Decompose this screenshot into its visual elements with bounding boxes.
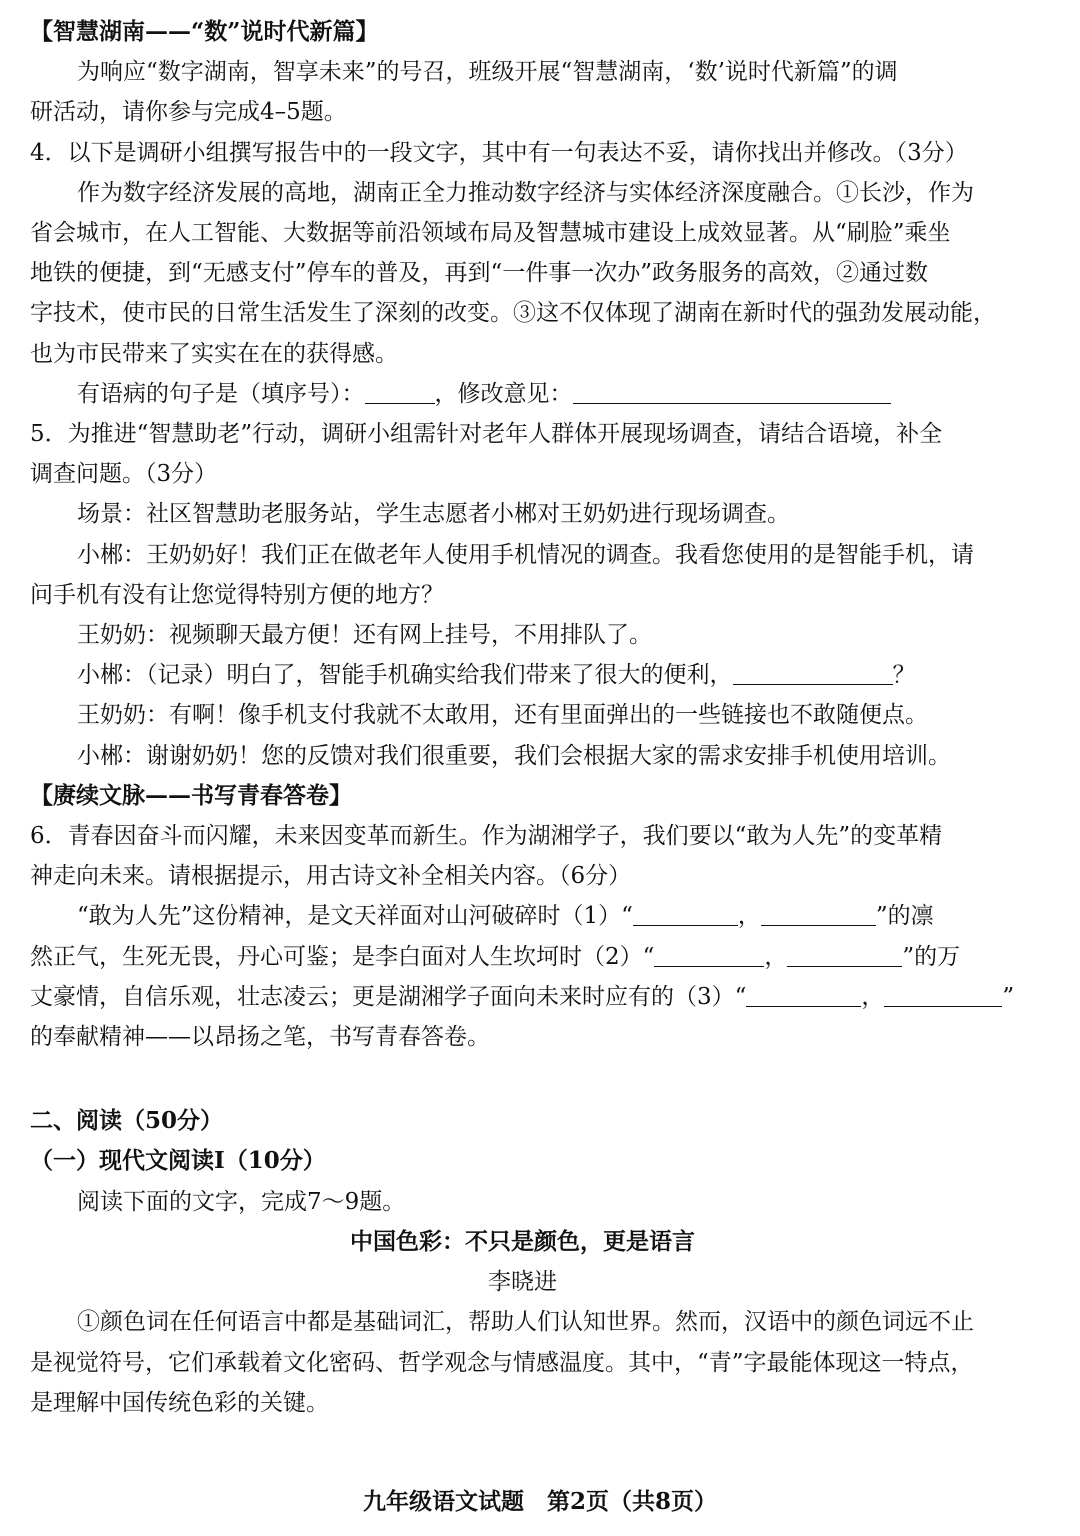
page-footer: 九年级语文试题 第2页（共8页） — [362, 1488, 717, 1515]
section-intro-line: 研活动，请你参与完成4–5题。 — [30, 99, 347, 126]
question-6-stem: 神走向未来。请根据提示，用古诗文补全相关内容。（6分） — [30, 863, 632, 890]
q6-blank-1b[interactable] — [761, 899, 876, 926]
q6-text: ， — [737, 903, 761, 930]
q6-text: ”的万 — [902, 943, 961, 970]
q5-dialogue-line — [30, 655, 1015, 695]
article-paragraph-line: ①颜色词在任何语言中都是基础词汇，帮助人们认知世界。然而，汉语中的颜色词远不止 — [77, 1309, 974, 1336]
q5-dialogue-line: 问手机有没有让您觉得特别方便的地方？ — [30, 581, 444, 608]
q6-text: 丈豪情，自信乐观，壮志凌云；更是湖湘学子面向未来时应有的（3）“ — [30, 983, 747, 1010]
article-title: 中国色彩：不只是颜色，更是语言 — [350, 1227, 695, 1255]
q6-fill-line — [30, 896, 1015, 936]
q6-blank-2b[interactable] — [787, 940, 902, 967]
q5-dialogue-suffix: ？ — [892, 662, 916, 689]
q4-revision-blank[interactable] — [573, 377, 891, 404]
q6-text: ”的凛 — [875, 903, 934, 930]
article-paragraph-line: 是视觉符号，它们承载着文化密码、哲学观念与情感温度。其中，“青”字最能体现这一特点， — [30, 1349, 974, 1376]
question-6-stem: 6．青春因奋斗而闪耀，未来因变革而新生。作为湖湘学子，我们要以“敢为人先”的变革精 — [30, 823, 943, 850]
q4-paragraph-line: 作为数字经济发展的高地，湖南正全力推动数字经济与实体经济深度融合。①长沙，作为 — [77, 179, 974, 206]
exam-page — [30, 12, 1015, 1423]
section-header-smart-hunan: 【智慧湖南——“数”说时代新篇】 — [30, 18, 379, 45]
q5-dialogue-prefix: 小郴：（记录）明白了，智能手机确实给我们带来了很大的便利， — [77, 662, 733, 689]
q6-blank-2a[interactable] — [654, 940, 764, 967]
q5-dialogue-line: 小郴：谢谢奶奶！您的反馈对我们很重要，我们会根据大家的需求安排手机使用培训。 — [77, 742, 951, 769]
section-header-culture: 【赓续文脉——书写青春答卷】 — [30, 781, 352, 809]
q6-blank-3a[interactable] — [746, 980, 861, 1007]
q4-paragraph-line: 省会城市，在人工智能、大数据等前沿领域布局及智慧城市建设上成效显著。从“刷脸”乘坐 — [30, 220, 951, 247]
q5-dialogue-line: 小郴：王奶奶好！我们正在做老年人使用手机情况的调查。我看您使用的是智能手机，请 — [77, 541, 974, 568]
q4-paragraph-line: 也为市民带来了实实在在的获得感。 — [30, 340, 398, 367]
article-author: 李晓进 — [488, 1269, 557, 1296]
section-intro-line: 为响应“数字湖南，智享未来”的号召，班级开展“智慧湖南，‘数’说时代新篇”的调 — [77, 59, 898, 86]
reading-subsection-header: （一）现代文阅读Ⅰ（10分） — [30, 1147, 326, 1175]
q6-text: “敢为人先”这份精神，是文天祥面对山河破碎时（1）“ — [77, 903, 633, 930]
q4-paragraph-line: 字技术，使市民的日常生活发生了深刻的改变。③这不仅体现了湖南在新时代的强劲发展动能， — [30, 300, 996, 327]
q6-text: ， — [861, 983, 885, 1010]
q6-text: ” — [1002, 983, 1015, 1010]
q6-blank-3b[interactable] — [884, 980, 1002, 1007]
q6-blank-1a[interactable] — [633, 899, 738, 926]
question-5-stem: 5．为推进“智慧助老”行动，调研小组需针对老年人群体开展现场调查，请结合语境，补全 — [30, 421, 943, 448]
q4-answer-line — [30, 374, 1015, 414]
q5-dialogue-line: 王奶奶：有啊！像手机支付我就不太敢用，还有里面弹出的一些链接也不敢随便点。 — [77, 702, 928, 729]
q6-fill-line — [30, 937, 1015, 977]
reading-instruction: 阅读下面的文字，完成7～9题。 — [77, 1188, 406, 1215]
q6-text: ， — [764, 943, 788, 970]
question-4-stem: 4．以下是调研小组撰写报告中的一段文字，其中有一句表达不妥，请你找出并修改。（3分） — [30, 139, 968, 166]
q6-fill-line — [30, 977, 1015, 1017]
q4-answer-prefix: 有语病的句子是（填序号）： — [77, 380, 365, 407]
q6-fill-line: 的奉献精神——以昂扬之笔，书写青春答卷。 — [30, 1024, 490, 1051]
q4-paragraph-line: 地铁的便捷，到“无感支付”停车的普及，再到“一件事一次办”政务服务的高效，②通过数 — [30, 260, 929, 287]
q5-question-blank[interactable] — [733, 658, 893, 685]
section-spacer — [30, 1057, 1015, 1101]
question-5-stem: 调查问题。（3分） — [30, 461, 218, 488]
q6-text: 然正气，生死无畏，丹心可鉴；是李白面对人生坎坷时（2）“ — [30, 943, 655, 970]
q5-scene: 场景：社区智慧助老服务站，学生志愿者小郴对王奶奶进行现场调查。 — [77, 501, 790, 528]
q4-answer-mid: ，修改意见： — [434, 380, 573, 407]
article-paragraph-line: 是理解中国传统色彩的关键。 — [30, 1389, 329, 1416]
q4-sentence-number-blank[interactable] — [365, 377, 435, 404]
reading-section-header: 二、阅读（50分） — [30, 1107, 224, 1135]
q5-dialogue-line: 王奶奶：视频聊天最方便！还有网上挂号，不用排队了。 — [77, 622, 652, 649]
